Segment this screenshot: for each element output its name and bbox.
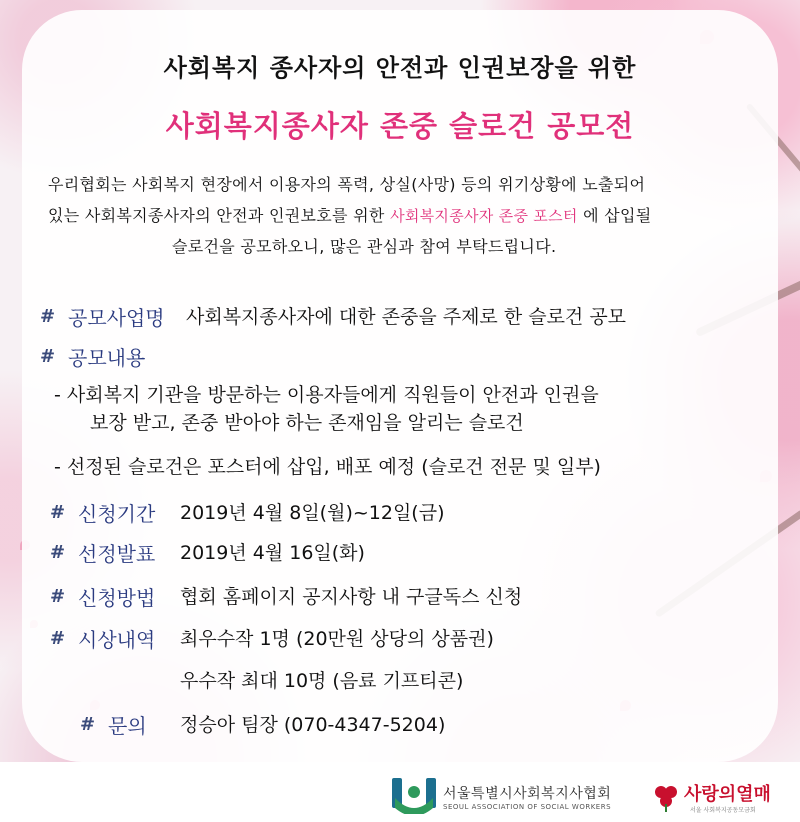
period-label: 신청기간 — [78, 502, 156, 526]
intro-line-3: 슬로건을 공모하오니, 많은 관심과 참여 부탁드립니다. — [172, 237, 557, 256]
hash-bullet: # — [80, 714, 96, 735]
hash-bullet: # — [50, 586, 66, 607]
association-name-korean: 서울특별시사회복지사협회 — [443, 786, 612, 802]
partner-subtitle: 서울 사회복지공동모금회 — [690, 807, 756, 814]
association-name-english: SEOUL ASSOCIATION OF SOCIAL WORKERS — [443, 803, 612, 811]
announce-label: 선정발표 — [78, 542, 156, 566]
intro-line-1: 우리협회는 사회복지 현장에서 이용자의 폭력, 상실(사망) 등의 위기상황에 노출되어 — [48, 175, 646, 194]
intro-line-2 — [48, 203, 652, 226]
hash-bullet: # — [50, 542, 66, 563]
intro-line-2-start: 있는 사회복지종사자의 안전과 인권보호를 위한 — [48, 206, 385, 225]
prize-value-2: 우수작 최대 10명 (음료 기프티콘) — [180, 670, 464, 692]
content-item-1-line-2: 보장 받고, 존중 받아야 하는 존재임을 알리는 슬로건 — [90, 412, 524, 434]
love-fruit-logo-icon — [652, 782, 680, 812]
hash-bullet: # — [40, 346, 56, 367]
partner-name-korean: 사랑의열매 — [684, 784, 771, 805]
hash-bullet: # — [40, 306, 56, 327]
content-item-2: - 선정된 슬로건은 포스터에 삽입, 배포 예정 (슬로건 전문 및 일부) — [54, 456, 601, 478]
poster-title: 사회복지종사자 존중 슬로건 공모전 — [165, 109, 635, 143]
hash-bullet: # — [50, 628, 66, 649]
period-value: 2019년 4월 8일(월)~12일(금) — [180, 502, 445, 524]
announce-value: 2019년 4월 16일(화) — [180, 542, 365, 564]
contact-label: 문의 — [108, 714, 147, 738]
content-item-1-line-1: - 사회복지 기관을 방문하는 이용자들에게 직원들이 안전과 인권을 — [54, 384, 599, 406]
name-label: 공모사업명 — [68, 306, 165, 330]
content-label: 공모내용 — [68, 346, 146, 370]
method-label: 신청방법 — [78, 586, 156, 610]
poster-subtitle: 사회복지 종사자의 안전과 인권보장을 위한 — [163, 54, 637, 82]
prize-label: 시상내역 — [78, 628, 156, 652]
association-logo-icon — [392, 778, 436, 814]
contact-value: 정승아 팀장 (070-4347-5204) — [180, 714, 446, 736]
prize-value-1: 최우수작 1명 (20만원 상당의 상품권) — [180, 628, 494, 650]
intro-highlight: 사회복지종사자 존중 포스터 — [390, 207, 578, 225]
intro-line-2-end: 에 삽입될 — [583, 206, 652, 225]
hash-bullet: # — [50, 502, 66, 523]
name-value: 사회복지종사자에 대한 존중을 주제로 한 슬로건 공모 — [186, 306, 627, 328]
method-value: 협회 홈페이지 공지사항 내 구글독스 신청 — [180, 586, 523, 608]
